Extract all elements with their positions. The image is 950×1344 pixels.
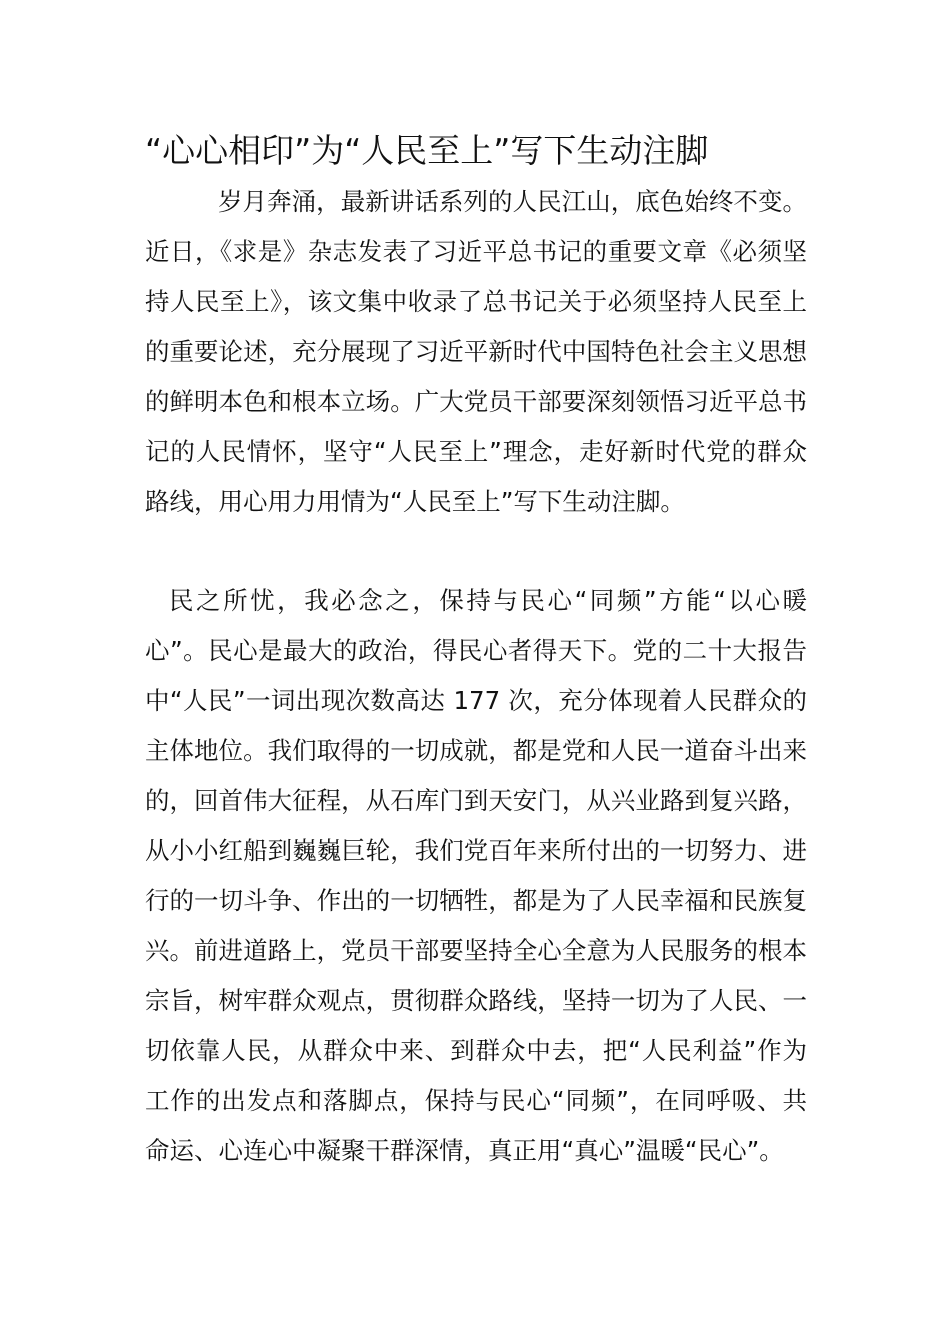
paragraph-1: 岁月奔涌，最新讲话系列的人民江山，底色始终不变。近日，《求是》杂志发表了习近平总书记的重要文章《必须坚持人民至上》，该文集中收录了总书记关于必须坚持人民至上的重要论述，充分展现了习近平新时代中国特色社会主义思想的鲜明本色和根本立场。广大党员干部要深刻领悟习近平总书记的人民情怀，坚守“人民至上”理念，走好新时代党的群众路线，用心用力用情为“人民至上”写下生动注脚。 — [145, 187, 807, 516]
document-title: “心心相印”为“人民至上”写下生动注脚 — [145, 131, 709, 170]
paragraph-2: 民之所忧，我必念之，保持与民心“同频”方能“以心暖心”。民心是最大的政治，得民心者得天下。党的二十大报告中“人民”一词出现次数高达 177 次，充分体现着人民群众的主体地位。我们取得的一切成就，都是党和人民一道奋斗出来的，回首伟大征程，从石库门到天安门，从兴业路到复兴路，从小小红船到巍巍巨轮，我们党百年来所付出的一切努力、进行的一切斗争、作出的一切牺牲，都是为了人民幸福和民族复兴。前进道路上，党员干部要坚持全心全意为人民服务的根本宗旨，树牢群众观点，贯彻群众路线，坚持一切为了人民、一切依靠人民，从群众中来、到群众中去，把“人民利益”作为工作的出发点和落脚点，保持与民心“同频”，在同呼吸、共命运、心连心中凝聚干群深情，真正用“真心”温暖“民心”。 — [145, 586, 807, 1165]
